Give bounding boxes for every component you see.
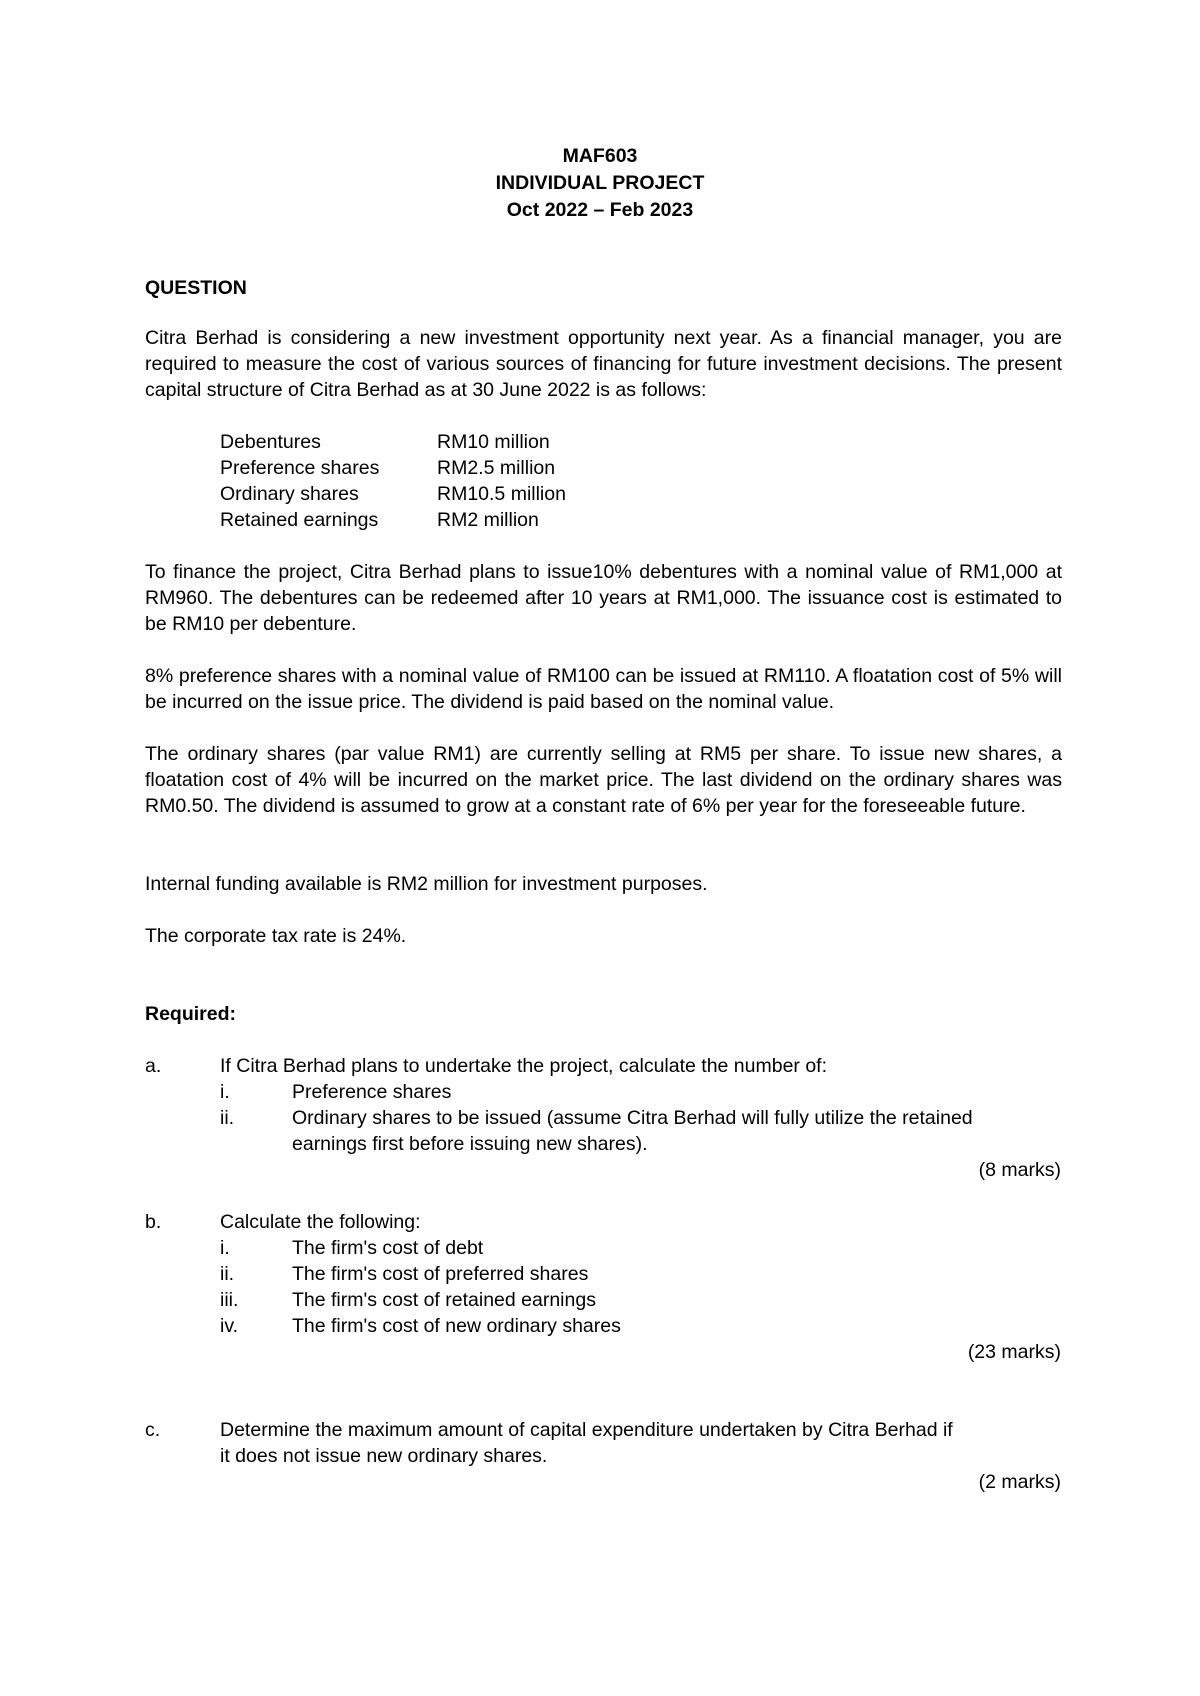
- capital-item-ordinary: Ordinary shares: [220, 483, 359, 505]
- question-a-sub-text: Preference shares: [292, 1081, 452, 1103]
- question-b-sub-num: iv.: [220, 1315, 239, 1337]
- debentures-paragraph: To finance the project, Citra Berhad plans to issue10% debentures with a nominal value of RM1,000 at RM960. The debentures can be redeemed after 10 years at RM1,000. The issuance cost is estimated to be RM10 per debenture.: [145, 561, 1062, 635]
- question-b-sub-num: ii.: [220, 1263, 235, 1285]
- question-a-label: a.: [145, 1055, 162, 1077]
- internal-funding-paragraph: Internal funding available is RM2 million for investment purposes.: [145, 873, 708, 895]
- question-b-sub-text: The firm's cost of debt: [292, 1237, 484, 1259]
- question-b-sub-text: The firm's cost of retained earnings: [292, 1289, 596, 1311]
- ordinary-paragraph: The ordinary shares (par value RM1) are currently selling at RM5 per share. To issue new shares, a floatation cost of 4% will be incurred on the market price. The last dividend on the ordinary shares was RM0.50. The dividend is assumed to grow at a constant rate of 6% per year for the foreseeable future.: [145, 743, 1062, 817]
- preference-paragraph: 8% preference shares with a nominal value of RM100 can be issued at RM110. A floatation cost of 5% will be incurred on the issue price. The dividend is paid based on the nominal value.: [145, 665, 1062, 713]
- question-c-marks: (2 marks): [978, 1471, 1061, 1493]
- question-b-text: Calculate the following:: [220, 1211, 421, 1233]
- question-a-marks: (8 marks): [978, 1159, 1061, 1181]
- question-b-marks: (23 marks): [967, 1341, 1061, 1363]
- capital-amount-retained: RM2 million: [437, 509, 539, 531]
- question-b-label: b.: [145, 1211, 162, 1233]
- question-heading: QUESTION: [145, 277, 247, 299]
- question-a-sub-num: i.: [220, 1081, 230, 1103]
- question-a-text: If Citra Berhad plans to undertake the project, calculate the number of:: [220, 1055, 828, 1077]
- project-title: INDIVIDUAL PROJECT: [495, 172, 705, 194]
- capital-amount-preference: RM2.5 million: [437, 457, 556, 479]
- capital-amount-ordinary: RM10.5 million: [437, 483, 566, 505]
- capital-amount-debentures: RM10 million: [437, 431, 550, 453]
- question-b-sub-num: iii.: [220, 1289, 239, 1311]
- question-b-sub-text: The firm's cost of preferred shares: [292, 1263, 589, 1285]
- question-c-label: c.: [145, 1419, 161, 1441]
- question-a-sub-text: Ordinary shares to be issued (assume Citra Berhad will fully utilize the retained: [292, 1107, 973, 1129]
- question-a-sub-text-continued: earnings first before issuing new shares).: [292, 1133, 648, 1155]
- question-c-text-line2: it does not issue new ordinary shares.: [220, 1445, 548, 1467]
- capital-item-debentures: Debentures: [220, 431, 321, 453]
- session-dates: Oct 2022 – Feb 2023: [506, 199, 694, 221]
- intro-paragraph: Citra Berhad is considering a new investment opportunity next year. As a financial manager, you are required to measure the cost of various sources of financing for future investment decisions. The present capital structure of Citra Berhad as at 30 June 2022 is as follows:: [145, 327, 1062, 401]
- required-heading: Required:: [145, 1003, 237, 1025]
- capital-item-preference: Preference shares: [220, 457, 380, 479]
- capital-item-retained: Retained earnings: [220, 509, 379, 531]
- question-a-sub-num: ii.: [220, 1107, 235, 1129]
- course-code: MAF603: [562, 145, 638, 167]
- tax-rate-paragraph: The corporate tax rate is 24%.: [145, 925, 407, 947]
- question-b-sub-text: The firm's cost of new ordinary shares: [292, 1315, 621, 1337]
- question-b-sub-num: i.: [220, 1237, 230, 1259]
- question-c-text-line1: Determine the maximum amount of capital expenditure undertaken by Citra Berhad if: [220, 1419, 953, 1441]
